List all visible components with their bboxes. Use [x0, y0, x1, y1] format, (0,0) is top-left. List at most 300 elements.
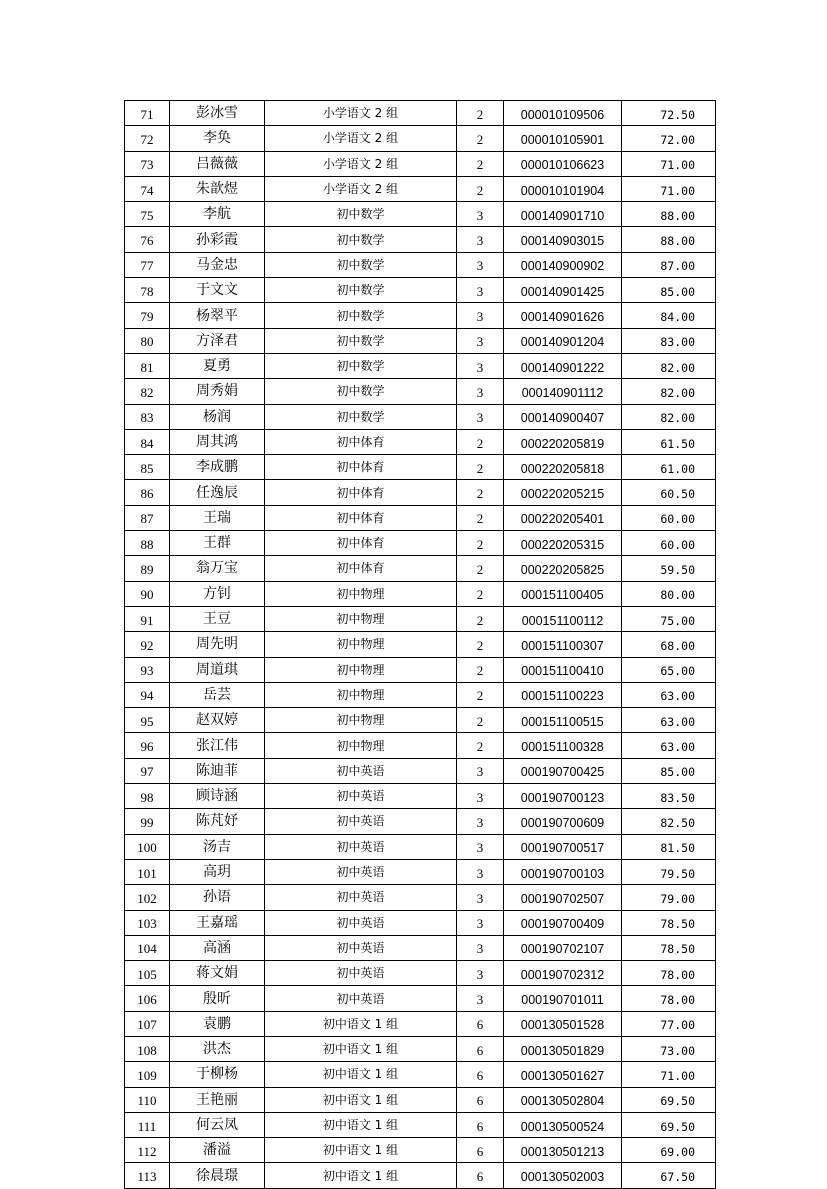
cell-number: 96 [125, 733, 170, 758]
cell-exam-id: 000151100328 [504, 733, 622, 758]
cell-number: 87 [125, 505, 170, 530]
cell-subject: 小学语文 2 组 [265, 126, 457, 151]
cell-subject: 初中物理 [265, 606, 457, 631]
cell-name: 方泽君 [170, 328, 265, 353]
cell-number: 105 [125, 961, 170, 986]
cell-exam-id: 000190702107 [504, 935, 622, 960]
cell-subject: 初中数学 [265, 303, 457, 328]
cell-subject: 初中物理 [265, 682, 457, 707]
cell-quota: 2 [457, 556, 504, 581]
cell-quota: 3 [457, 278, 504, 303]
cell-exam-id: 000140901204 [504, 328, 622, 353]
cell-name: 岳芸 [170, 682, 265, 707]
table-row [125, 151, 716, 176]
cell-score: 59.50 [622, 556, 716, 581]
cell-number: 94 [125, 682, 170, 707]
cell-name: 王瑞 [170, 505, 265, 530]
cell-subject: 初中英语 [265, 758, 457, 783]
cell-exam-id: 000140900407 [504, 404, 622, 429]
cell-score: 79.50 [622, 859, 716, 884]
table-row [125, 632, 716, 657]
cell-number: 89 [125, 556, 170, 581]
cell-quota: 2 [457, 581, 504, 606]
cell-quota: 6 [457, 1112, 504, 1137]
cell-quota: 2 [457, 632, 504, 657]
cell-name: 周其鸿 [170, 429, 265, 454]
cell-name: 高玥 [170, 859, 265, 884]
cell-quota: 6 [457, 1062, 504, 1087]
cell-subject: 初中语文 1 组 [265, 1011, 457, 1036]
cell-name: 孙彩霞 [170, 227, 265, 252]
cell-score: 73.00 [622, 1036, 716, 1061]
cell-name: 方钊 [170, 581, 265, 606]
results-table-body [125, 101, 716, 1189]
cell-name: 袁鹏 [170, 1011, 265, 1036]
cell-score: 65.00 [622, 657, 716, 682]
table-row [125, 556, 716, 581]
cell-quota: 2 [457, 480, 504, 505]
cell-name: 于柳杨 [170, 1062, 265, 1087]
table-row [125, 531, 716, 556]
table-row [125, 859, 716, 884]
cell-subject: 初中数学 [265, 404, 457, 429]
cell-quota: 2 [457, 455, 504, 480]
cell-exam-id: 000130501829 [504, 1036, 622, 1061]
cell-subject: 初中体育 [265, 429, 457, 454]
cell-score: 75.00 [622, 606, 716, 631]
cell-quota: 3 [457, 784, 504, 809]
table-row [125, 202, 716, 227]
cell-name: 周秀娟 [170, 379, 265, 404]
cell-subject: 初中英语 [265, 986, 457, 1011]
cell-exam-id: 000130502804 [504, 1087, 622, 1112]
table-row [125, 227, 716, 252]
cell-exam-id: 000220205819 [504, 429, 622, 454]
cell-name: 吕薇薇 [170, 151, 265, 176]
cell-exam-id: 000140903015 [504, 227, 622, 252]
cell-quota: 3 [457, 758, 504, 783]
cell-number: 72 [125, 126, 170, 151]
cell-exam-id: 000151100112 [504, 606, 622, 631]
cell-name: 李成鹏 [170, 455, 265, 480]
cell-score: 71.00 [622, 151, 716, 176]
cell-subject: 初中语文 1 组 [265, 1112, 457, 1137]
cell-subject: 初中体育 [265, 480, 457, 505]
cell-score: 60.00 [622, 505, 716, 530]
table-row [125, 176, 716, 201]
cell-score: 63.00 [622, 682, 716, 707]
cell-quota: 3 [457, 809, 504, 834]
cell-name: 马金忠 [170, 252, 265, 277]
cell-subject: 初中数学 [265, 353, 457, 378]
cell-name: 高涵 [170, 935, 265, 960]
cell-score: 69.00 [622, 1138, 716, 1163]
cell-exam-id: 000140901112 [504, 379, 622, 404]
table-row [125, 581, 716, 606]
table-row [125, 505, 716, 530]
table-row [125, 252, 716, 277]
cell-number: 97 [125, 758, 170, 783]
cell-subject: 初中英语 [265, 834, 457, 859]
table-row [125, 404, 716, 429]
cell-quota: 3 [457, 404, 504, 429]
cell-score: 78.00 [622, 961, 716, 986]
table-row [125, 1011, 716, 1036]
cell-number: 101 [125, 859, 170, 884]
cell-number: 112 [125, 1138, 170, 1163]
cell-number: 73 [125, 151, 170, 176]
cell-exam-id: 000220205315 [504, 531, 622, 556]
cell-quota: 3 [457, 353, 504, 378]
cell-number: 93 [125, 657, 170, 682]
table-row [125, 1036, 716, 1061]
cell-quota: 6 [457, 1036, 504, 1061]
cell-number: 103 [125, 910, 170, 935]
cell-subject: 小学语文 2 组 [265, 101, 457, 126]
cell-name: 杨润 [170, 404, 265, 429]
cell-subject: 初中数学 [265, 227, 457, 252]
cell-quota: 3 [457, 227, 504, 252]
table-row [125, 708, 716, 733]
table-row [125, 1163, 716, 1188]
cell-quota: 2 [457, 126, 504, 151]
table-row [125, 480, 716, 505]
cell-quota: 6 [457, 1087, 504, 1112]
cell-subject: 小学语文 2 组 [265, 151, 457, 176]
table-row [125, 935, 716, 960]
cell-number: 82 [125, 379, 170, 404]
cell-number: 76 [125, 227, 170, 252]
cell-quota: 3 [457, 252, 504, 277]
cell-score: 78.50 [622, 935, 716, 960]
cell-number: 77 [125, 252, 170, 277]
cell-exam-id: 000190700609 [504, 809, 622, 834]
cell-number: 102 [125, 885, 170, 910]
cell-quota: 2 [457, 176, 504, 201]
cell-subject: 初中体育 [265, 455, 457, 480]
cell-name: 李奂 [170, 126, 265, 151]
cell-subject: 初中物理 [265, 708, 457, 733]
cell-quota: 3 [457, 834, 504, 859]
cell-score: 82.50 [622, 809, 716, 834]
cell-number: 91 [125, 606, 170, 631]
table-row [125, 885, 716, 910]
cell-number: 78 [125, 278, 170, 303]
cell-name: 孙语 [170, 885, 265, 910]
table-row [125, 455, 716, 480]
cell-score: 84.00 [622, 303, 716, 328]
cell-score: 82.00 [622, 379, 716, 404]
cell-name: 王豆 [170, 606, 265, 631]
cell-subject: 初中英语 [265, 910, 457, 935]
cell-name: 蒋文娟 [170, 961, 265, 986]
cell-name: 杨翠平 [170, 303, 265, 328]
table-row [125, 1112, 716, 1137]
cell-name: 王艳丽 [170, 1087, 265, 1112]
cell-subject: 初中英语 [265, 885, 457, 910]
cell-exam-id: 000151100307 [504, 632, 622, 657]
table-row [125, 809, 716, 834]
cell-number: 106 [125, 986, 170, 1011]
cell-score: 83.50 [622, 784, 716, 809]
cell-exam-id: 000220205215 [504, 480, 622, 505]
cell-score: 69.50 [622, 1112, 716, 1137]
cell-subject: 初中英语 [265, 784, 457, 809]
cell-exam-id: 000130501627 [504, 1062, 622, 1087]
cell-subject: 初中数学 [265, 379, 457, 404]
cell-number: 75 [125, 202, 170, 227]
cell-score: 72.50 [622, 101, 716, 126]
table-row [125, 379, 716, 404]
cell-score: 78.50 [622, 910, 716, 935]
cell-exam-id: 000140901626 [504, 303, 622, 328]
cell-subject: 初中语文 1 组 [265, 1163, 457, 1188]
cell-exam-id: 000190700517 [504, 834, 622, 859]
cell-number: 95 [125, 708, 170, 733]
cell-number: 84 [125, 429, 170, 454]
cell-quota: 2 [457, 151, 504, 176]
cell-name: 朱歆煜 [170, 176, 265, 201]
cell-number: 71 [125, 101, 170, 126]
cell-exam-id: 000220205818 [504, 455, 622, 480]
table-row [125, 606, 716, 631]
cell-number: 88 [125, 531, 170, 556]
cell-subject: 初中英语 [265, 935, 457, 960]
cell-name: 陈迪菲 [170, 758, 265, 783]
cell-exam-id: 000190700123 [504, 784, 622, 809]
table-row [125, 784, 716, 809]
cell-score: 68.00 [622, 632, 716, 657]
cell-subject: 初中物理 [265, 632, 457, 657]
cell-number: 92 [125, 632, 170, 657]
cell-quota: 2 [457, 606, 504, 631]
cell-quota: 3 [457, 328, 504, 353]
cell-name: 陈芃妤 [170, 809, 265, 834]
cell-score: 88.00 [622, 227, 716, 252]
cell-score: 72.00 [622, 126, 716, 151]
cell-quota: 6 [457, 1011, 504, 1036]
cell-subject: 初中物理 [265, 733, 457, 758]
cell-exam-id: 000140900902 [504, 252, 622, 277]
cell-subject: 初中物理 [265, 581, 457, 606]
cell-subject: 初中英语 [265, 961, 457, 986]
cell-score: 60.00 [622, 531, 716, 556]
cell-name: 潘溢 [170, 1138, 265, 1163]
table-row [125, 758, 716, 783]
cell-name: 洪杰 [170, 1036, 265, 1061]
table-row [125, 278, 716, 303]
cell-exam-id: 000190700103 [504, 859, 622, 884]
results-table [124, 100, 716, 1189]
cell-score: 83.00 [622, 328, 716, 353]
cell-exam-id: 000130500524 [504, 1112, 622, 1137]
cell-score: 87.00 [622, 252, 716, 277]
cell-number: 74 [125, 176, 170, 201]
cell-name: 李航 [170, 202, 265, 227]
cell-exam-id: 000151100515 [504, 708, 622, 733]
cell-exam-id: 000140901710 [504, 202, 622, 227]
cell-quota: 3 [457, 961, 504, 986]
cell-exam-id: 000190701011 [504, 986, 622, 1011]
cell-score: 63.00 [622, 708, 716, 733]
cell-exam-id: 000010106623 [504, 151, 622, 176]
cell-quota: 2 [457, 682, 504, 707]
cell-quota: 2 [457, 657, 504, 682]
cell-quota: 3 [457, 935, 504, 960]
cell-quota: 2 [457, 531, 504, 556]
table-row [125, 101, 716, 126]
cell-score: 77.00 [622, 1011, 716, 1036]
cell-score: 78.00 [622, 986, 716, 1011]
cell-exam-id: 000190702312 [504, 961, 622, 986]
cell-subject: 初中数学 [265, 252, 457, 277]
cell-quota: 3 [457, 379, 504, 404]
table-row [125, 303, 716, 328]
cell-number: 109 [125, 1062, 170, 1087]
cell-name: 夏勇 [170, 353, 265, 378]
cell-number: 108 [125, 1036, 170, 1061]
cell-subject: 初中英语 [265, 809, 457, 834]
cell-score: 71.00 [622, 176, 716, 201]
cell-number: 111 [125, 1112, 170, 1137]
cell-quota: 6 [457, 1138, 504, 1163]
cell-subject: 初中数学 [265, 202, 457, 227]
table-row [125, 910, 716, 935]
cell-quota: 3 [457, 859, 504, 884]
cell-number: 107 [125, 1011, 170, 1036]
cell-subject: 初中语文 1 组 [265, 1036, 457, 1061]
cell-score: 81.50 [622, 834, 716, 859]
cell-exam-id: 000010109506 [504, 101, 622, 126]
cell-exam-id: 000140901222 [504, 353, 622, 378]
cell-score: 61.00 [622, 455, 716, 480]
cell-exam-id: 000130501528 [504, 1011, 622, 1036]
table-row [125, 429, 716, 454]
table-row [125, 733, 716, 758]
cell-score: 85.00 [622, 758, 716, 783]
cell-score: 69.50 [622, 1087, 716, 1112]
cell-subject: 初中数学 [265, 328, 457, 353]
cell-number: 85 [125, 455, 170, 480]
table-row [125, 1087, 716, 1112]
cell-number: 98 [125, 784, 170, 809]
table-row [125, 126, 716, 151]
cell-score: 67.50 [622, 1163, 716, 1188]
cell-name: 汤吉 [170, 834, 265, 859]
cell-number: 83 [125, 404, 170, 429]
cell-subject: 初中数学 [265, 278, 457, 303]
cell-quota: 3 [457, 986, 504, 1011]
table-row [125, 834, 716, 859]
cell-quota: 3 [457, 202, 504, 227]
cell-exam-id: 000140901425 [504, 278, 622, 303]
cell-score: 63.00 [622, 733, 716, 758]
cell-quota: 3 [457, 910, 504, 935]
table-row [125, 328, 716, 353]
cell-subject: 初中体育 [265, 556, 457, 581]
cell-subject: 初中体育 [265, 505, 457, 530]
cell-subject: 初中语文 1 组 [265, 1062, 457, 1087]
cell-name: 顾诗涵 [170, 784, 265, 809]
cell-exam-id: 000130501213 [504, 1138, 622, 1163]
table-row [125, 986, 716, 1011]
cell-name: 殷昕 [170, 986, 265, 1011]
cell-score: 88.00 [622, 202, 716, 227]
cell-name: 王嘉瑶 [170, 910, 265, 935]
cell-subject: 小学语文 2 组 [265, 176, 457, 201]
cell-number: 110 [125, 1087, 170, 1112]
cell-number: 113 [125, 1163, 170, 1188]
cell-subject: 初中体育 [265, 531, 457, 556]
cell-name: 何云凤 [170, 1112, 265, 1137]
cell-exam-id: 000130502003 [504, 1163, 622, 1188]
cell-number: 79 [125, 303, 170, 328]
cell-quota: 2 [457, 101, 504, 126]
cell-number: 80 [125, 328, 170, 353]
table-row [125, 1062, 716, 1087]
cell-quota: 2 [457, 708, 504, 733]
cell-subject: 初中语文 1 组 [265, 1138, 457, 1163]
cell-score: 60.50 [622, 480, 716, 505]
cell-number: 104 [125, 935, 170, 960]
cell-name: 于文文 [170, 278, 265, 303]
cell-score: 85.00 [622, 278, 716, 303]
cell-exam-id: 000151100405 [504, 581, 622, 606]
table-row [125, 353, 716, 378]
cell-number: 90 [125, 581, 170, 606]
cell-exam-id: 000151100223 [504, 682, 622, 707]
cell-name: 翁万宝 [170, 556, 265, 581]
cell-quota: 2 [457, 733, 504, 758]
cell-subject: 初中语文 1 组 [265, 1087, 457, 1112]
cell-number: 99 [125, 809, 170, 834]
cell-exam-id: 000010101904 [504, 176, 622, 201]
cell-number: 86 [125, 480, 170, 505]
cell-exam-id: 000190702507 [504, 885, 622, 910]
cell-score: 82.00 [622, 404, 716, 429]
cell-name: 王群 [170, 531, 265, 556]
cell-score: 71.00 [622, 1062, 716, 1087]
cell-score: 82.00 [622, 353, 716, 378]
table-row [125, 657, 716, 682]
cell-exam-id: 000190700425 [504, 758, 622, 783]
cell-name: 彭冰雪 [170, 101, 265, 126]
cell-quota: 2 [457, 429, 504, 454]
cell-name: 任逸辰 [170, 480, 265, 505]
cell-exam-id: 000220205825 [504, 556, 622, 581]
cell-subject: 初中物理 [265, 657, 457, 682]
cell-number: 81 [125, 353, 170, 378]
cell-name: 赵双婷 [170, 708, 265, 733]
cell-name: 周道琪 [170, 657, 265, 682]
cell-quota: 3 [457, 303, 504, 328]
cell-name: 张江伟 [170, 733, 265, 758]
cell-exam-id: 000190700409 [504, 910, 622, 935]
cell-quota: 2 [457, 505, 504, 530]
cell-score: 61.50 [622, 429, 716, 454]
table-row [125, 1138, 716, 1163]
cell-exam-id: 000151100410 [504, 657, 622, 682]
cell-subject: 初中英语 [265, 859, 457, 884]
table-row [125, 682, 716, 707]
cell-number: 100 [125, 834, 170, 859]
cell-exam-id: 000010105901 [504, 126, 622, 151]
cell-score: 79.00 [622, 885, 716, 910]
cell-quota: 6 [457, 1163, 504, 1188]
cell-exam-id: 000220205401 [504, 505, 622, 530]
cell-quota: 3 [457, 885, 504, 910]
cell-name: 徐晨璟 [170, 1163, 265, 1188]
